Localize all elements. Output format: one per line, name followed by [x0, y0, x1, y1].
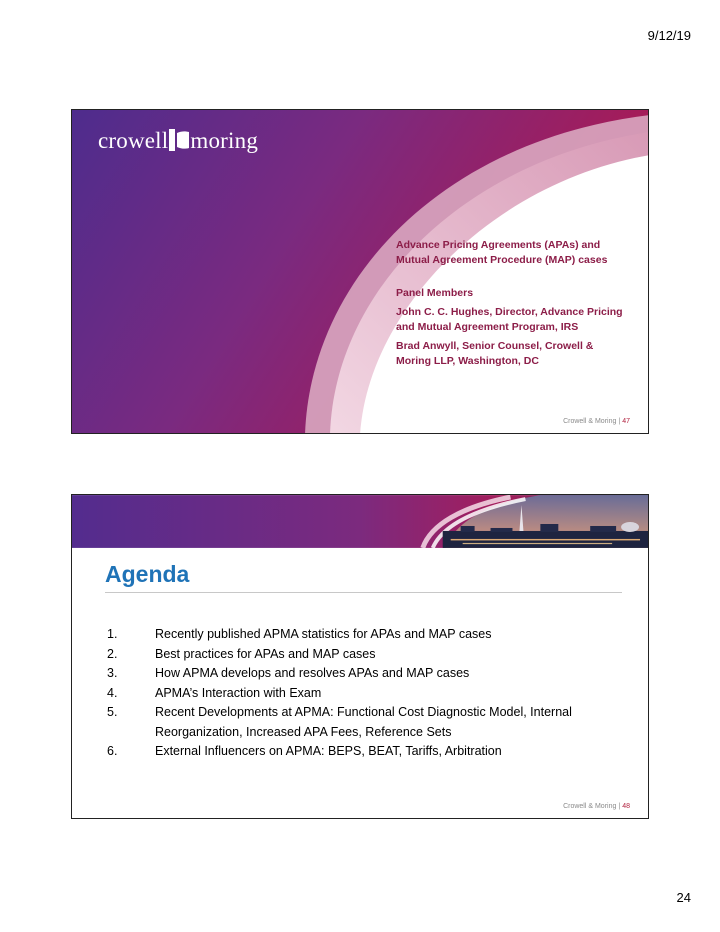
- logo-mark-icon: [169, 129, 189, 151]
- agenda-item: [107, 742, 617, 762]
- slide-title-line-2: Mutual Agreement Procedure (MAP) cases: [396, 254, 608, 266]
- slide-title-line-1: Advance Pricing Agreements (APAs) and: [396, 239, 601, 251]
- footer-separator: |: [618, 803, 621, 810]
- panel-member-2-line-2: Moring LLP, Washington, DC: [396, 355, 539, 367]
- agenda-item: [107, 625, 617, 645]
- agenda-item-number: 4.: [107, 685, 118, 700]
- slide-title: [71, 109, 649, 434]
- agenda-item-number: 3.: [107, 666, 118, 680]
- agenda-item: [107, 684, 617, 704]
- panel-heading: Panel Members: [396, 287, 474, 299]
- agenda-item-text: APMA’s Interaction with Exam: [155, 685, 322, 700]
- slide1-text-block: [396, 238, 636, 369]
- footer-separator: |: [618, 418, 621, 425]
- agenda-item: [107, 645, 617, 665]
- agenda-item: [107, 664, 617, 684]
- crowell-moring-logo: [98, 128, 258, 154]
- footer-slide-number: 48: [622, 803, 630, 810]
- slide-agenda: [71, 494, 649, 819]
- agenda-item-text: Best practices for APAs and MAP cases: [155, 646, 376, 661]
- city-banner: [72, 495, 648, 548]
- agenda-item-text: External Influencers on APMA: BEPS, BEAT, Tariffs, Arbitration: [155, 744, 502, 758]
- agenda-item-text: Recent Developments at APMA: Functional Cost Diagnostic Model, Internal Reorganization, Increased APA Fees, Reference Sets: [155, 705, 572, 739]
- panel-member-1-line-1: John C. C. Hughes, Director, Advance Pricing: [396, 306, 623, 318]
- agenda-item-number: 2.: [107, 646, 118, 661]
- logo-text-right: moring: [190, 128, 259, 153]
- footer-firm: Crowell & Moring: [563, 418, 617, 425]
- page-number: 24: [676, 890, 691, 905]
- agenda-item-text: Recently published APMA statistics for APAs and MAP cases: [155, 627, 492, 641]
- logo-text-left: crowell: [98, 128, 169, 153]
- panel-member-1-line-2: and Mutual Agreement Program, IRS: [396, 321, 579, 333]
- title-divider: [105, 592, 622, 593]
- agenda-item-text: How APMA develops and resolves APAs and MAP cases: [155, 666, 470, 680]
- footer-slide-number: 47: [622, 418, 630, 425]
- footer-firm: Crowell & Moring: [563, 803, 617, 810]
- agenda-item: [107, 703, 617, 742]
- slide-footer: [563, 418, 630, 425]
- agenda-title: Agenda: [105, 561, 190, 587]
- agenda-item-number: 1.: [107, 627, 118, 641]
- panel-member-2-line-1: Brad Anwyll, Senior Counsel, Crowell &: [396, 340, 594, 352]
- agenda-list: [107, 625, 617, 762]
- agenda-item-number: 5.: [107, 705, 118, 719]
- page-date: 9/12/19: [647, 28, 691, 43]
- agenda-item-number: 6.: [107, 744, 118, 758]
- slide-footer: [563, 803, 630, 810]
